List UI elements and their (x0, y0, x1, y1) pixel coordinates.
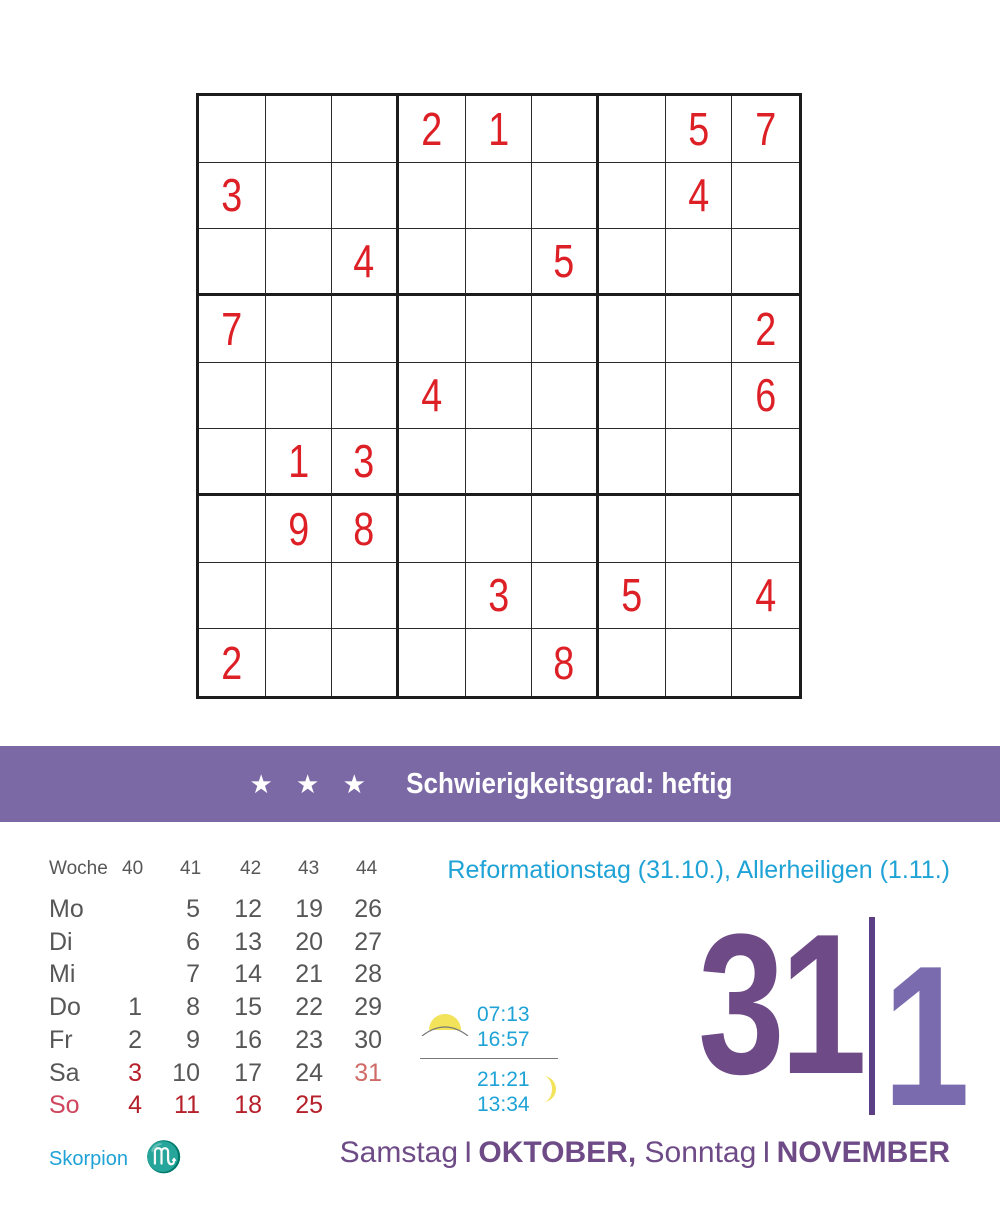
calendar-date: 17 (234, 1058, 262, 1087)
calendar-date: 25 (295, 1091, 323, 1120)
sudoku-cell (399, 629, 466, 696)
calendar-date: 8 (186, 993, 200, 1022)
sudoku-cell (666, 96, 733, 163)
sudoku-cell (266, 96, 333, 163)
week-label: Woche (49, 858, 108, 879)
sudoku-digit: 4 (755, 569, 777, 622)
sudoku-digit: 1 (487, 102, 509, 155)
calendar-date: 2 (128, 1025, 142, 1054)
calendar-date: 11 (174, 1091, 200, 1120)
sudoku-cell (666, 629, 733, 696)
calendar-date: 21 (295, 960, 323, 989)
sudoku-cell (732, 96, 799, 163)
sudoku-digit: 8 (553, 636, 575, 689)
sudoku-cell (332, 563, 399, 630)
sudoku-digit: 1 (287, 435, 309, 488)
moonrise-time: 21:21 (477, 1068, 530, 1091)
sudoku-cell (732, 296, 799, 363)
sudoku-cell (666, 163, 733, 230)
scorpio-icon: ♏ (145, 1140, 183, 1175)
sudoku-cell (599, 296, 666, 363)
sudoku-cell (532, 563, 599, 630)
calendar-date: 1 (128, 993, 142, 1022)
pipe-separator: I (464, 1136, 473, 1169)
calendar-day-name: Sa (49, 1058, 80, 1087)
sudoku-cell (199, 563, 266, 630)
sudoku-cell (732, 229, 799, 296)
calendar-date: 30 (354, 1025, 382, 1054)
calendar-date: 7 (186, 960, 200, 989)
sudoku-cell (466, 496, 533, 563)
sudoku-cell (666, 363, 733, 430)
sudoku-cell (599, 629, 666, 696)
sudoku-digit: 3 (353, 435, 375, 488)
sudoku-cell (199, 629, 266, 696)
sun-moon-divider (420, 1058, 558, 1059)
weekday2: Sonntag (644, 1136, 757, 1169)
sudoku-cell (532, 429, 599, 496)
sudoku-cell (599, 496, 666, 563)
sudoku-cell (732, 429, 799, 496)
weekday-month-line (340, 1136, 950, 1170)
calendar-date: 24 (295, 1058, 323, 1087)
sudoku-cell (399, 163, 466, 230)
sudoku-cell (666, 429, 733, 496)
difficulty-banner (0, 746, 1000, 822)
sudoku-cell (532, 96, 599, 163)
calendar-date: 29 (354, 993, 382, 1022)
week-number: 42 (240, 858, 262, 879)
sudoku-cell (199, 429, 266, 496)
sudoku-cell (199, 229, 266, 296)
sudoku-cell (399, 229, 466, 296)
sudoku-cell (466, 229, 533, 296)
sudoku-cell (599, 163, 666, 230)
calendar-date: 18 (234, 1091, 262, 1120)
sudoku-digit: 2 (421, 102, 443, 155)
sudoku-cell (532, 163, 599, 230)
sudoku-cell (332, 296, 399, 363)
sudoku-cell (732, 163, 799, 230)
sudoku-cell (266, 429, 333, 496)
calendar-day-name: Do (49, 993, 81, 1022)
calendar-date: 22 (295, 993, 323, 1022)
sudoku-cell (732, 563, 799, 630)
sudoku-cell (732, 496, 799, 563)
sudoku-digit: 2 (755, 302, 777, 355)
difficulty-stars: ★ ★ ★ (249, 768, 374, 799)
sudoku-cell (399, 96, 466, 163)
calendar-day-name: Mi (49, 960, 76, 989)
calendar-day-name: So (49, 1091, 80, 1120)
calendar-date: 4 (128, 1091, 142, 1120)
calendar-date: 3 (128, 1058, 142, 1087)
calendar-date: 26 (354, 895, 382, 923)
sudoku-cell (332, 496, 399, 563)
difficulty-label: Schwierigkeitsgrad: heftig (406, 767, 733, 800)
sudoku-cell (599, 363, 666, 430)
sudoku-cell (332, 163, 399, 230)
sudoku-cell (532, 629, 599, 696)
sudoku-cell (266, 363, 333, 430)
sudoku-cell (599, 429, 666, 496)
moon-icon (539, 1074, 559, 1104)
sudoku-cell (599, 96, 666, 163)
month2: NOVEMBER (776, 1136, 950, 1169)
big-date-day1: 31 (698, 893, 863, 1116)
sunset-time: 16:57 (477, 1028, 530, 1051)
sudoku-cell (332, 429, 399, 496)
sudoku-cell (666, 229, 733, 296)
sudoku-cell (666, 296, 733, 363)
sudoku-digit: 5 (687, 102, 709, 155)
sudoku-cell (666, 496, 733, 563)
week-number: 41 (180, 858, 202, 879)
weekday1: Samstag (339, 1136, 459, 1169)
calendar-date: 9 (186, 1025, 200, 1054)
sudoku-digit: 3 (221, 169, 243, 222)
sudoku-cell (732, 629, 799, 696)
calendar-date: 20 (295, 927, 323, 956)
week-number: 43 (298, 858, 320, 879)
sudoku-grid (196, 93, 802, 699)
sudoku-cell (666, 563, 733, 630)
calendar-date: 14 (234, 960, 262, 989)
calendar-date: 6 (186, 927, 200, 956)
sudoku-digit: 7 (221, 302, 243, 355)
month1: OKTOBER, (478, 1136, 637, 1169)
calendar-date: 19 (295, 895, 323, 923)
sudoku-cell (399, 296, 466, 363)
sudoku-digit: 5 (621, 569, 643, 622)
sudoku-digit: 4 (353, 235, 375, 288)
sudoku-cell (199, 163, 266, 230)
sudoku-cell (532, 229, 599, 296)
sudoku-cell (199, 363, 266, 430)
pipe-separator: I (762, 1136, 771, 1169)
sudoku-digit: 2 (221, 636, 243, 689)
sudoku-cell (266, 296, 333, 363)
sudoku-digit: 3 (487, 569, 509, 622)
calendar-day-name: Mo (49, 895, 84, 923)
calendar-date: 28 (354, 960, 382, 989)
sudoku-cell (599, 229, 666, 296)
sudoku-cell (466, 96, 533, 163)
sudoku-cell (332, 629, 399, 696)
week-number: 40 (122, 858, 144, 879)
sudoku-digit: 4 (421, 369, 443, 422)
calendar-day-name: Fr (49, 1025, 73, 1054)
sudoku-cell (466, 363, 533, 430)
sudoku-digit: 6 (755, 369, 777, 422)
sudoku-cell (532, 496, 599, 563)
calendar-date: 23 (295, 1025, 323, 1054)
sudoku-cell (466, 296, 533, 363)
calendar-date: 12 (234, 895, 262, 923)
sudoku-cell (266, 629, 333, 696)
sudoku-cell (332, 229, 399, 296)
sudoku-cell (266, 496, 333, 563)
calendar-date: 10 (172, 1058, 200, 1087)
sudoku-cell (332, 363, 399, 430)
sudoku-cell (266, 563, 333, 630)
sudoku-cell (466, 429, 533, 496)
sudoku-digit: 9 (287, 502, 309, 555)
sudoku-cell (732, 363, 799, 430)
sunrise-time: 07:13 (477, 1003, 530, 1026)
calendar-date: 13 (234, 927, 262, 956)
sudoku-digit: 8 (353, 502, 375, 555)
week-number: 44 (356, 858, 378, 879)
sudoku-cell (532, 363, 599, 430)
sudoku-digit: 7 (755, 102, 777, 155)
sudoku-cell (466, 163, 533, 230)
sudoku-cell (266, 163, 333, 230)
calendar-date: 27 (354, 927, 382, 956)
sudoku-cell (399, 363, 466, 430)
sudoku-cell (399, 563, 466, 630)
zodiac-label: Skorpion (49, 1148, 128, 1170)
holiday-text: Reformationstag (31.10.), Allerheiligen (1.11.) (447, 856, 950, 884)
sudoku-cell (199, 296, 266, 363)
sudoku-digit: 4 (687, 169, 709, 222)
sudoku-digit: 5 (553, 235, 575, 288)
sudoku-cell (332, 96, 399, 163)
calendar-date: 5 (186, 895, 200, 923)
sudoku-cell (466, 629, 533, 696)
sudoku-cell (466, 563, 533, 630)
sudoku-cell (199, 96, 266, 163)
big-date-day2: 1 (883, 925, 970, 1148)
sudoku-cell (199, 496, 266, 563)
sudoku-cell (399, 496, 466, 563)
date-separator (869, 917, 875, 1115)
calendar-date: 16 (234, 1025, 262, 1054)
sunrise-icon (420, 1010, 470, 1036)
sudoku-cell (532, 296, 599, 363)
sudoku-cell (399, 429, 466, 496)
calendar-date: 31 (354, 1058, 382, 1087)
calendar-day-name: Di (49, 927, 73, 956)
sudoku-cell (266, 229, 333, 296)
calendar-date: 15 (234, 993, 262, 1022)
sudoku-cell (599, 563, 666, 630)
moonset-time: 13:34 (477, 1093, 530, 1116)
